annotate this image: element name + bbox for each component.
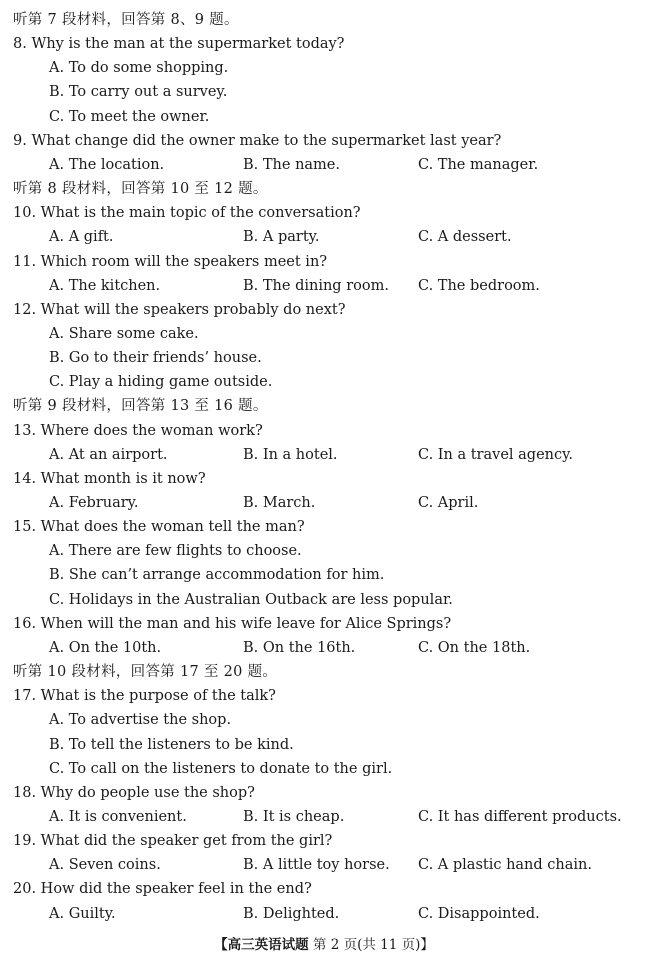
question-text: 13. Where does the woman work? [13, 423, 263, 439]
option-a: A. The location. [49, 157, 165, 173]
option-b: B. March. [243, 495, 316, 511]
option-line: B. Go to their friends’ house. [49, 350, 262, 366]
option-c: C. A plastic hand chain. [418, 857, 592, 873]
option-line: A. Share some cake. [49, 326, 199, 342]
option-c: C. On the 18th. [418, 640, 531, 656]
option-c: C. Disappointed. [418, 906, 540, 922]
section-heading: 听第 7 段材料，回答第 8、9 题。 [13, 12, 239, 28]
option-line: C. To call on the listeners to donate to the girl. [49, 761, 393, 777]
option-a: A. The kitchen. [49, 278, 161, 294]
option-a: A. A gift. [49, 229, 114, 245]
footer-title: 【高三英语试题 [214, 937, 309, 953]
question-text: 11. Which room will the speakers meet in? [13, 254, 328, 270]
question-text: 12. What will the speakers probably do next? [13, 302, 346, 318]
option-line: A. To advertise the shop. [49, 712, 232, 728]
question-text: 14. What month is it now? [13, 471, 206, 487]
question-text: 8. Why is the man at the supermarket today? [13, 36, 345, 52]
option-c: C. The manager. [418, 157, 539, 173]
question-text: 18. Why do people use the shop? [13, 785, 255, 801]
page-footer [0, 934, 648, 956]
option-b: B. A little toy horse. [243, 857, 390, 873]
footer-page-number: 第 2 页(共 11 页)】 [312, 937, 434, 953]
option-a: A. On the 10th. [49, 640, 162, 656]
section-heading: 听第 8 段材料，回答第 10 至 12 题。 [13, 181, 268, 197]
option-b: B. A party. [243, 229, 320, 245]
option-a: A. Guilty. [49, 906, 116, 922]
option-line: B. She can’t arrange accommodation for him. [49, 567, 385, 583]
question-text: 9. What change did the owner make to the supermarket last year? [13, 133, 502, 149]
section-heading: 听第 9 段材料，回答第 13 至 16 题。 [13, 398, 268, 414]
option-line: B. To carry out a survey. [49, 84, 228, 100]
option-line: A. To do some shopping. [49, 60, 229, 76]
option-b: B. In a hotel. [243, 447, 338, 463]
option-line: C. Holidays in the Australian Outback are less popular. [49, 592, 453, 608]
option-c: C. April. [418, 495, 479, 511]
question-text: 16. When will the man and his wife leave for Alice Springs? [13, 616, 452, 632]
option-a: A. It is convenient. [49, 809, 187, 825]
option-b: B. Delighted. [243, 906, 340, 922]
option-b: B. On the 16th. [243, 640, 356, 656]
option-c: C. It has different products. [418, 809, 622, 825]
option-c: C. The bedroom. [418, 278, 540, 294]
option-b: B. The dining room. [243, 278, 389, 294]
question-text: 15. What does the woman tell the man? [13, 519, 305, 535]
question-text: 10. What is the main topic of the conversation? [13, 205, 361, 221]
question-text: 20. How did the speaker feel in the end? [13, 881, 312, 897]
option-a: A. At an airport. [49, 447, 168, 463]
option-c: C. In a travel agency. [418, 447, 573, 463]
question-text: 19. What did the speaker get from the girl? [13, 833, 333, 849]
option-b: B. The name. [243, 157, 340, 173]
option-line: B. To tell the listeners to be kind. [49, 737, 294, 753]
option-c: C. A dessert. [418, 229, 512, 245]
section-heading: 听第 10 段材料，回答第 17 至 20 题。 [13, 664, 278, 680]
question-text: 17. What is the purpose of the talk? [13, 688, 276, 704]
option-b: B. It is cheap. [243, 809, 345, 825]
option-a: A. February. [49, 495, 139, 511]
option-a: A. Seven coins. [49, 857, 161, 873]
option-line: C. Play a hiding game outside. [49, 374, 273, 390]
option-line: A. There are few flights to choose. [49, 543, 302, 559]
option-line: C. To meet the owner. [49, 109, 210, 125]
